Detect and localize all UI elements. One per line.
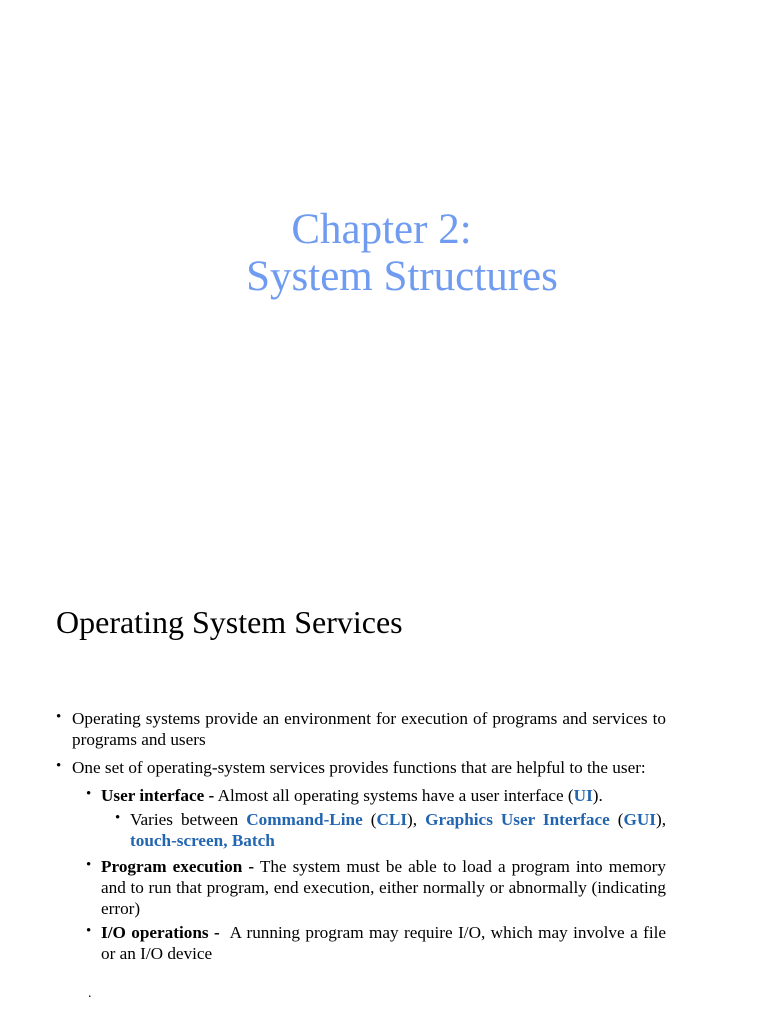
bullet-item bbox=[56, 708, 666, 750]
chapter-title bbox=[0, 206, 768, 300]
bullet-text: Varies between bbox=[130, 810, 247, 829]
content-slide bbox=[0, 560, 768, 1024]
term-ui: UI bbox=[573, 786, 593, 805]
bullet-text: Almost all operating systems have a user interface ( bbox=[214, 786, 574, 805]
bullet-text: A running program may require I/O, which may involve a file or an I/O device bbox=[101, 923, 671, 963]
bullet-text: Operating systems provide an environment for execution of programs and services to programs and users bbox=[72, 709, 666, 749]
bullet-dot-icon: • bbox=[86, 923, 92, 939]
slide-title: Operating System Services bbox=[56, 604, 403, 640]
term-command-line: Command-Line bbox=[246, 810, 363, 829]
bullet-dot-icon: • bbox=[86, 786, 92, 802]
bullet-list bbox=[56, 708, 671, 967]
bullet-dot-icon: • bbox=[115, 810, 121, 826]
sub-sub-bullet-varies: • Varies between Command-Line (CLI), Graphics User Interface (GUI), touch-screen, Batch bbox=[115, 810, 666, 850]
term-batch: Batch bbox=[231, 831, 275, 850]
bullet-text-end: ). bbox=[592, 786, 603, 805]
sub-bullet-user-interface bbox=[56, 785, 666, 806]
term-label: I/O operations - bbox=[101, 923, 220, 942]
term-cli: CLI bbox=[376, 810, 408, 829]
sub-bullet-program-execution bbox=[56, 856, 666, 919]
bullet-text: The system must be able to load a program into memory and to run that program, end execution, either normally or abnormally (indicating error) bbox=[101, 857, 666, 918]
term-gui: GUI bbox=[623, 810, 656, 829]
term-label: Program execution - bbox=[101, 857, 255, 876]
bullet-dot-icon: • bbox=[56, 709, 62, 725]
bullet-dot-icon: • bbox=[56, 758, 62, 774]
term-touch-screen: touch-screen, bbox=[130, 831, 228, 850]
bullet-item bbox=[56, 757, 666, 778]
chapter-title-line2: System Structures bbox=[246, 253, 558, 300]
chapter-title-line1: Chapter 2: bbox=[291, 206, 472, 253]
term-graphics-user-interface: Graphics User Interface bbox=[425, 810, 610, 829]
bullet-dot-icon: • bbox=[86, 857, 92, 873]
stray-period: . bbox=[88, 986, 92, 1001]
term-label: User interface - bbox=[101, 786, 215, 805]
bullet-text: One set of operating-system services provides functions that are helpful to the user: bbox=[72, 758, 646, 777]
sub-bullet-io-operations bbox=[56, 922, 671, 964]
